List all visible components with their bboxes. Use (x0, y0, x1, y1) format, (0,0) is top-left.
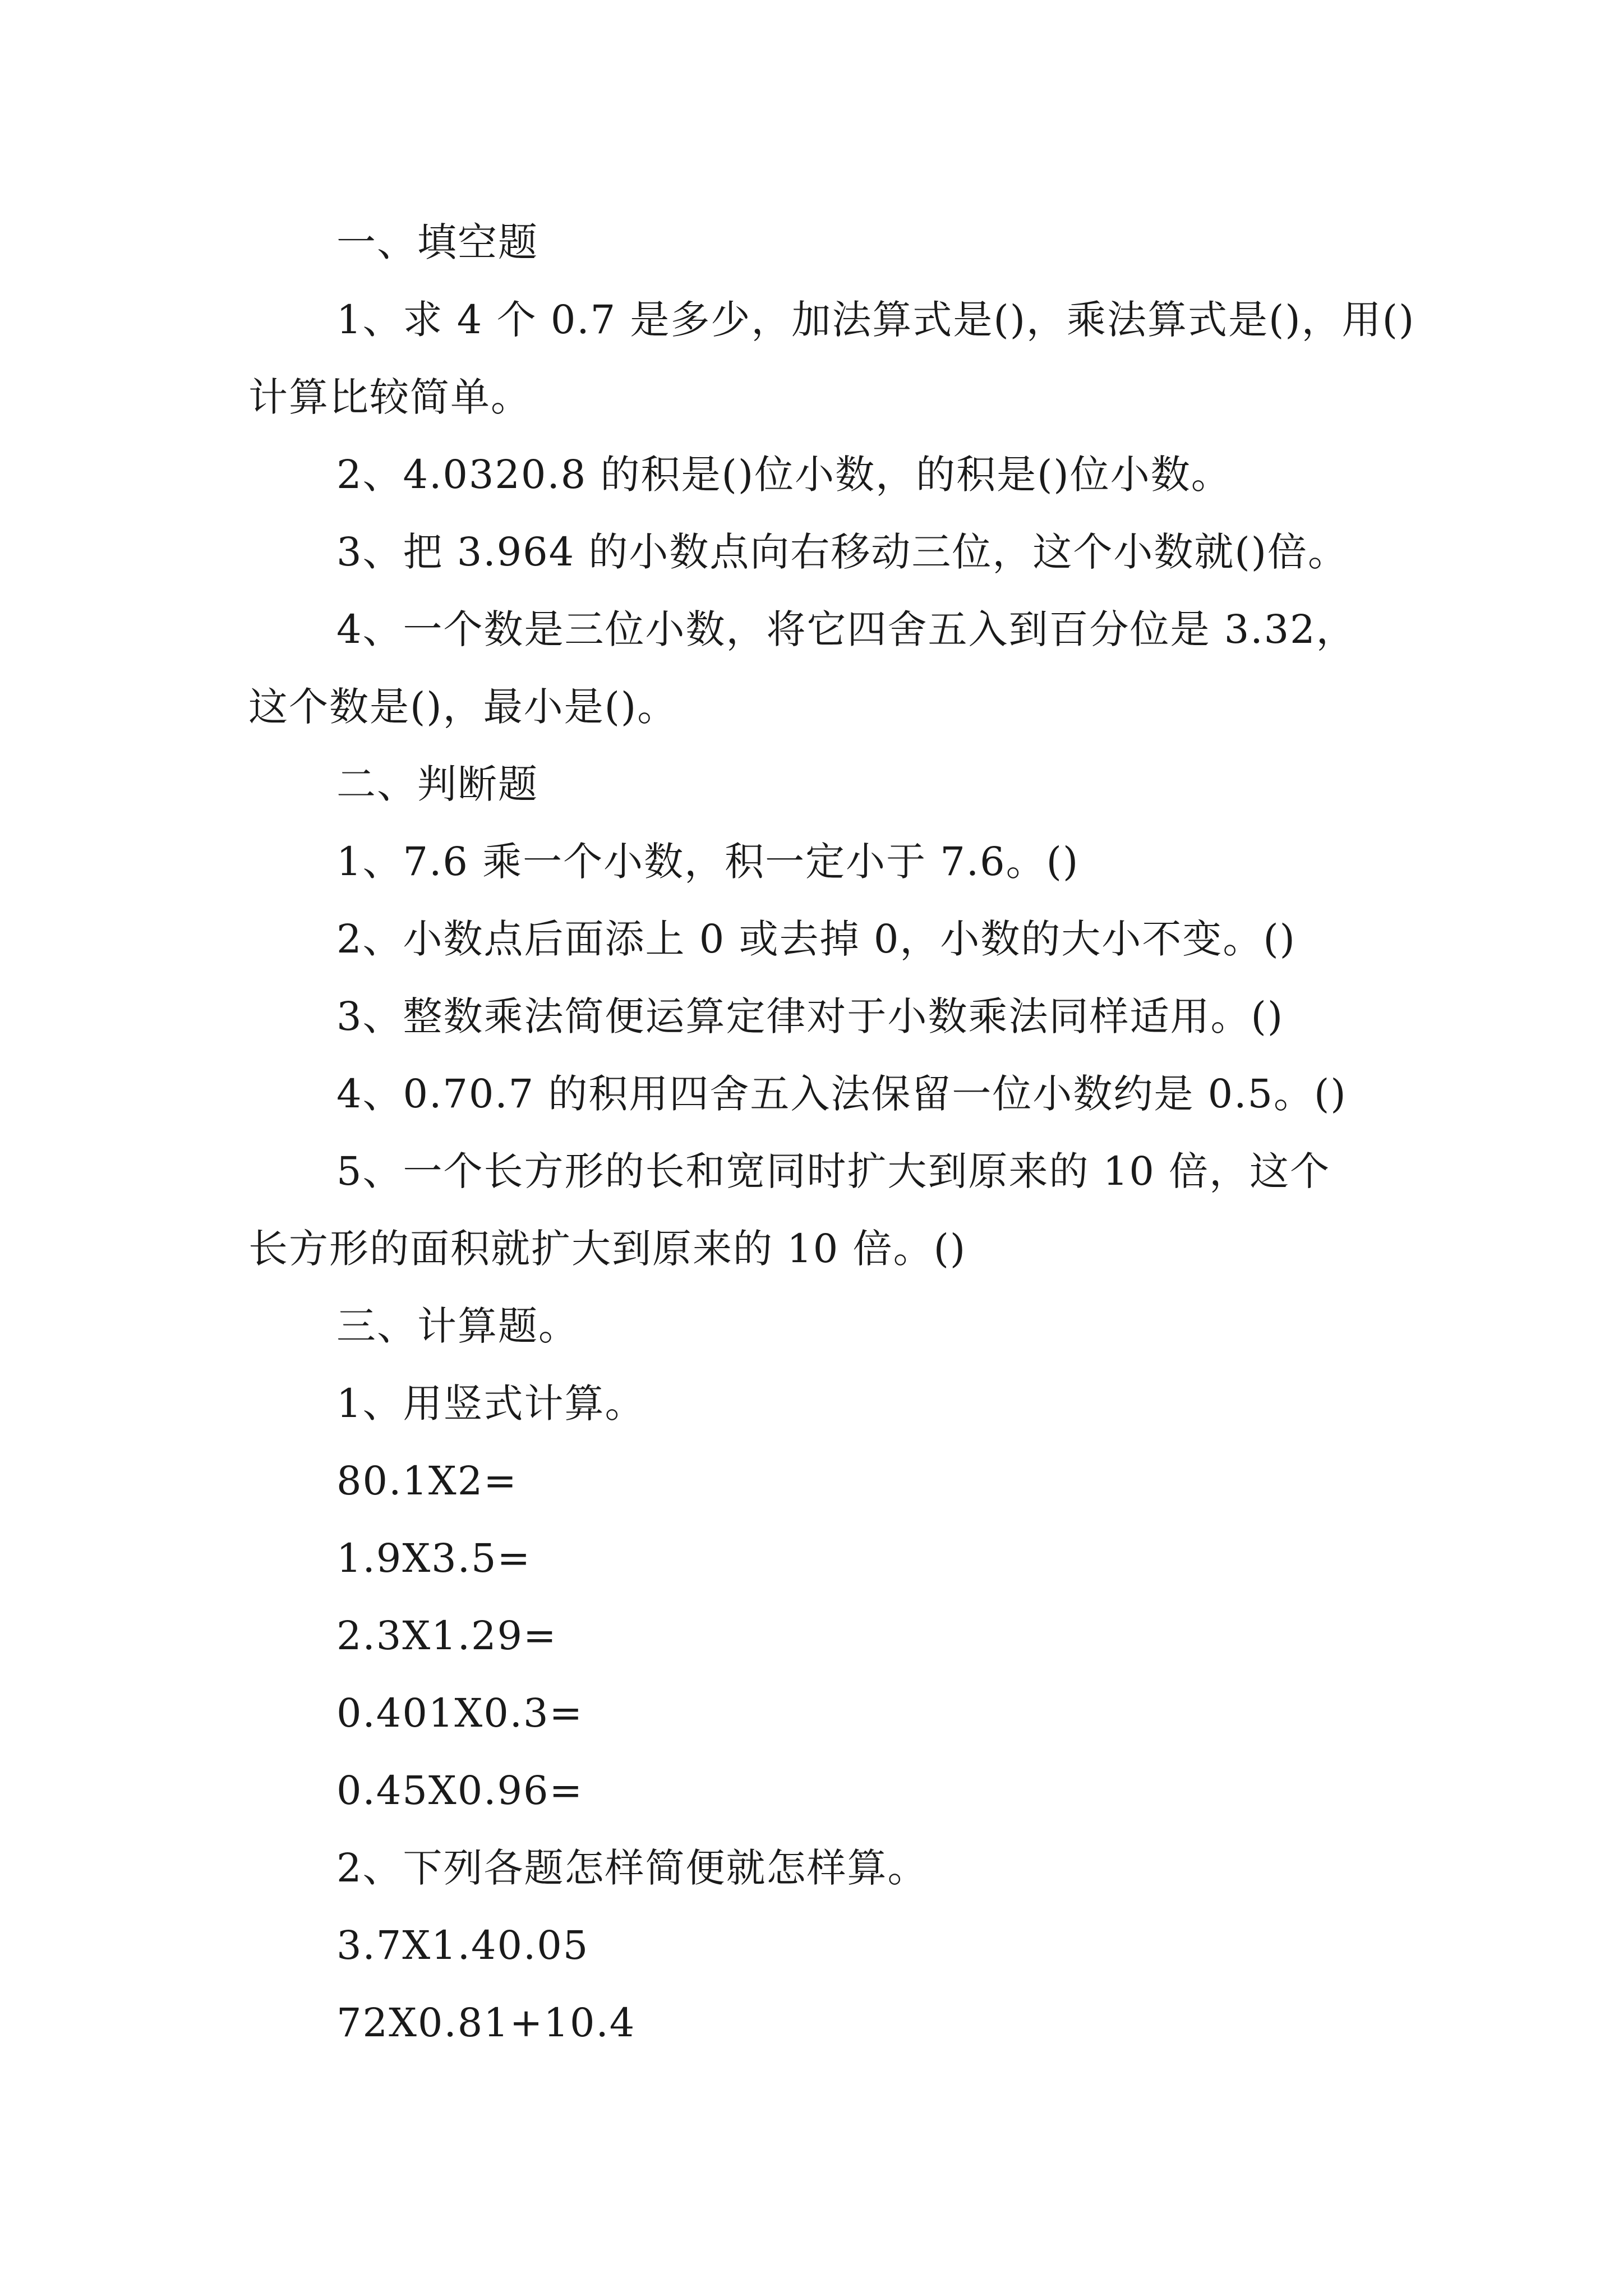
fill-blank-q1-line2: 计算比较简单。 (248, 374, 531, 420)
calculation-item: 0.401X0.3= (336, 1690, 584, 1736)
calculation-item: 2.3X1.29= (336, 1613, 557, 1659)
section-heading-calculation: 三、计算题。 (336, 1303, 579, 1349)
true-false-q5-line2: 长方形的面积就扩大到原来的 10 倍。() (248, 1226, 967, 1272)
calculation-item: 80.1X2= (336, 1458, 518, 1504)
section-heading-fill-blank: 一、填空题 (336, 219, 538, 265)
fill-blank-q4-line2: 这个数是()，最小是()。 (248, 684, 678, 730)
true-false-q2: 2、小数点后面添上 0 或去掉 0，小数的大小不变。() (336, 916, 1296, 962)
calculation-part2-title: 2、下列各题怎样简便就怎样算。 (336, 1845, 928, 1891)
calculation-item: 0.45X0.96= (336, 1768, 584, 1814)
true-false-q3: 3、整数乘法简便运算定律对于小数乘法同样适用。() (336, 993, 1284, 1039)
fill-blank-q2: 2、4.0320.8 的积是()位小数，的积是()位小数。 (336, 452, 1232, 498)
simplify-item: 72X0.81+10.4 (336, 2000, 636, 2046)
true-false-q5-line1: 5、一个长方形的长和宽同时扩大到原来的 10 倍，这个 (336, 1148, 1331, 1194)
true-false-q1: 1、7.6 乘一个小数，积一定小于 7.6。() (336, 839, 1080, 885)
fill-blank-q3: 3、把 3.964 的小数点向右移动三位，这个小数就()倍。 (336, 529, 1349, 575)
fill-blank-q1-line1: 1、求 4 个 0.7 是多少，加法算式是()，乘法算式是()，用() (336, 297, 1415, 343)
true-false-q4: 4、0.70.7 的积用四舍五入法保留一位小数约是 0.5。() (336, 1071, 1347, 1117)
calculation-part1-title: 1、用竖式计算。 (336, 1381, 645, 1427)
section-heading-true-false: 二、判断题 (336, 761, 538, 807)
fill-blank-q4-line1: 4、一个数是三位小数，将它四舍五入到百分位是 3.32， (336, 606, 1357, 652)
calculation-item: 1.9X3.5= (336, 1535, 532, 1581)
simplify-item: 3.7X1.40.05 (336, 1922, 589, 1968)
